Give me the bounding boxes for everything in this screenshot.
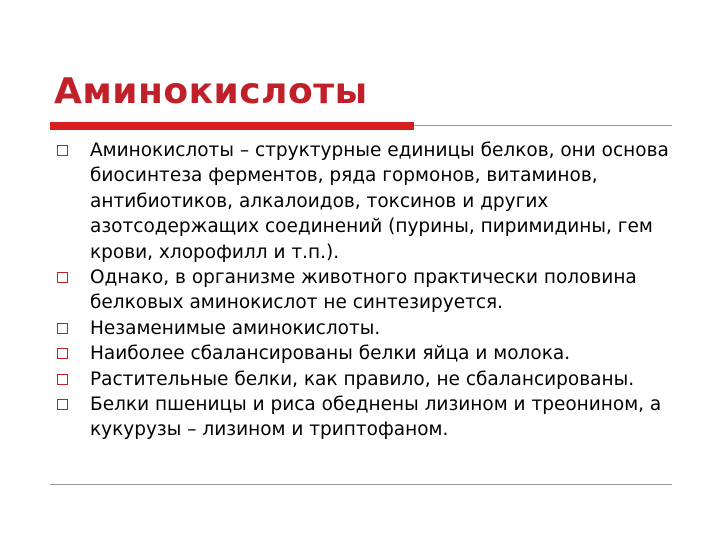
hollow-square-bullet-icon [57,145,68,156]
bullet-text: Растительные белки, как правило, не сбалансированы. [90,368,635,390]
footer-divider-line [50,484,672,485]
hollow-square-bullet-icon [57,323,68,334]
bullet-item [52,316,672,341]
bullet-text: Однако, в организме животного практически половина белковых аминокислот не синтезируется. [90,267,637,314]
bullet-item [52,367,672,392]
hollow-square-bullet-icon [57,272,68,283]
hollow-square-bullet-icon [57,399,68,410]
bullet-item [52,265,672,316]
slide-title: Аминокислоты [54,71,368,112]
bullet-text: Белки пшеницы и риса обеднены лизином и треонином, а кукурузы – лизином и триптофаном. [90,394,662,441]
bullet-item [52,392,672,443]
bullet-text: Незаменимые аминокислоты. [90,317,381,339]
title-accent-bar [50,122,414,130]
hollow-square-bullet-icon [57,374,68,385]
bullet-item [52,341,672,366]
bullet-text: Наиболее сбалансированы белки яйца и молока. [90,343,571,365]
bullet-text: Аминокислоты – структурные единицы белков, они основа биосинтеза ферментов, ряда гормонов, витаминов, антибиотиков, алкалоидов, токсинов и других азотсодержащих соединений (пурины, пиримидины, гем крови, хлорофилл и т.п.). [90,140,669,263]
hollow-square-bullet-icon [57,348,68,359]
bullet-item [52,138,672,265]
bullet-list [52,138,672,443]
